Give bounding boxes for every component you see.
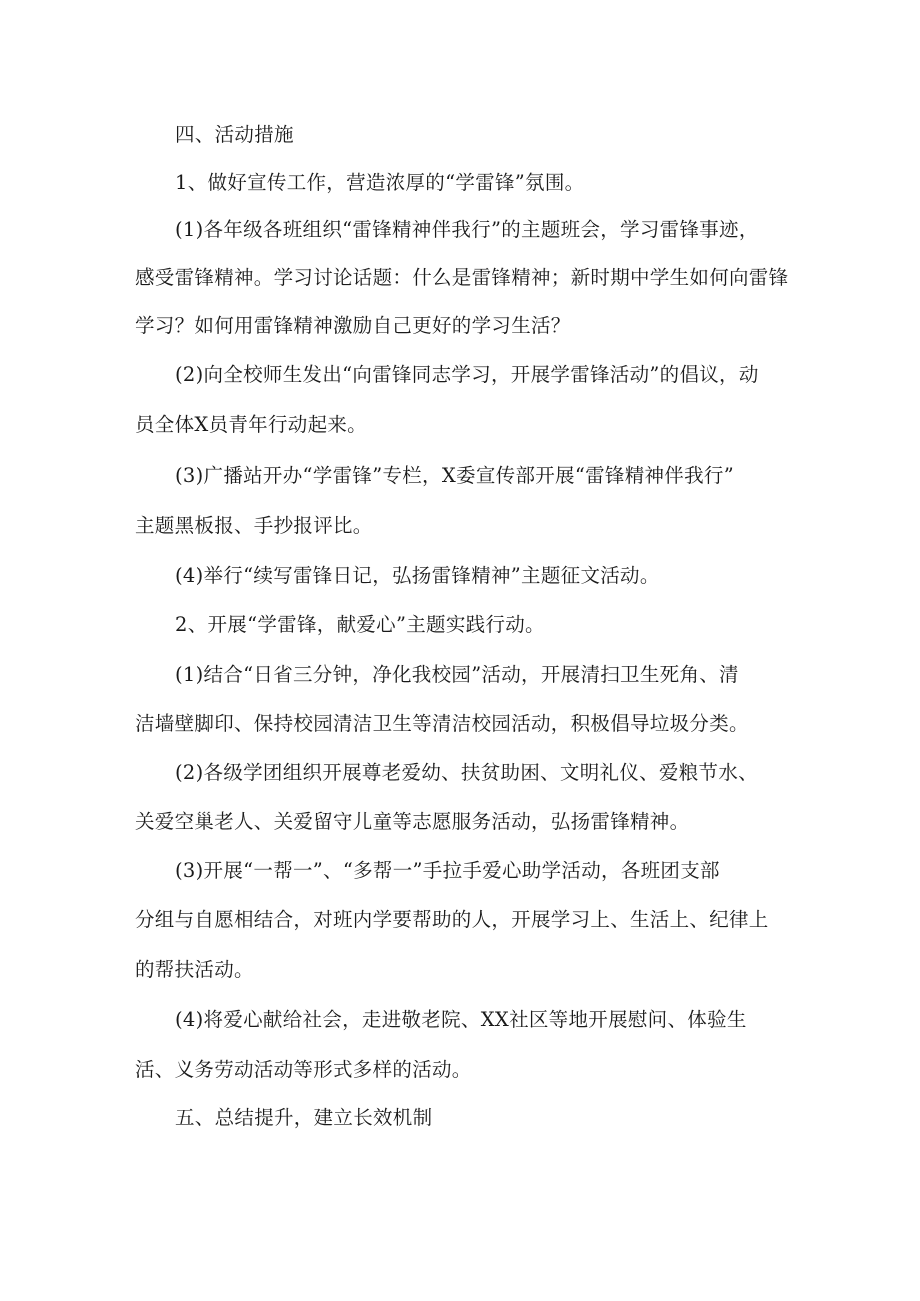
paragraph-line: 关爱空巢老人、关爱留守儿童等志愿服务活动，弘扬雷锋精神。 — [135, 810, 690, 833]
subsection-heading-1: 1、做好宣传工作，营造浓厚的“学雷锋”氛围。 — [175, 171, 585, 194]
paragraph-line: (2)向全校师生发出“向雷锋同志学习，开展学雷锋活动”的倡议，动 — [175, 363, 759, 386]
section-heading-4: 四、活动措施 — [175, 123, 294, 146]
paragraph-line: (4)将爱心献给社会，走进敬老院、XX社区等地开展慰问、体验生 — [175, 1008, 747, 1031]
paragraph-line: 主题黑板报、手抄报评比。 — [135, 514, 373, 537]
paragraph-line: 分组与自愿相结合，对班内学要帮助的人，开展学习上、生活上、纪律上 — [135, 908, 769, 931]
paragraph-line: (3)广播站开办“学雷锋”专栏，X委宣传部开展“雷锋精神伴我行” — [175, 464, 734, 487]
paragraph-line: (1)结合“日省三分钟，净化我校园”活动，开展清扫卫生死角、清 — [175, 663, 739, 686]
paragraph-line: 学习？如何用雷锋精神激励自己更好的学习生活？ — [135, 314, 571, 337]
section-heading-5: 五、总结提升，建立长效机制 — [175, 1106, 433, 1129]
paragraph-line: 的帮扶活动。 — [135, 958, 254, 981]
paragraph-line: 感受雷锋精神。学习讨论话题：什么是雷锋精神；新时期中学生如何向雷锋 — [135, 266, 789, 289]
paragraph-line: (2)各级学团组织开展尊老爱幼、扶贫助困、文明礼仪、爱粮节水、 — [175, 761, 758, 784]
paragraph-line: 活、义务劳动活动等形式多样的活动。 — [135, 1058, 472, 1081]
paragraph-line: 洁墙壁脚印、保持校园清洁卫生等清洁校园活动，积极倡导垃圾分类。 — [135, 712, 749, 735]
paragraph-line: (4)举行“续写雷锋日记，弘扬雷锋精神”主题征文活动。 — [175, 564, 660, 587]
paragraph-line: (3)开展“一帮一”、“多帮一”手拉手爱心助学活动，各班团支部 — [175, 859, 720, 882]
paragraph-line: (1)各年级各班组织“雷锋精神伴我行”的主题班会，学习雷锋事迹， — [175, 218, 759, 241]
paragraph-line: 员全体X员青年行动起来。 — [135, 413, 367, 436]
subsection-heading-2: 2、开展“学雷锋，献爱心”主题实践行动。 — [175, 613, 545, 636]
